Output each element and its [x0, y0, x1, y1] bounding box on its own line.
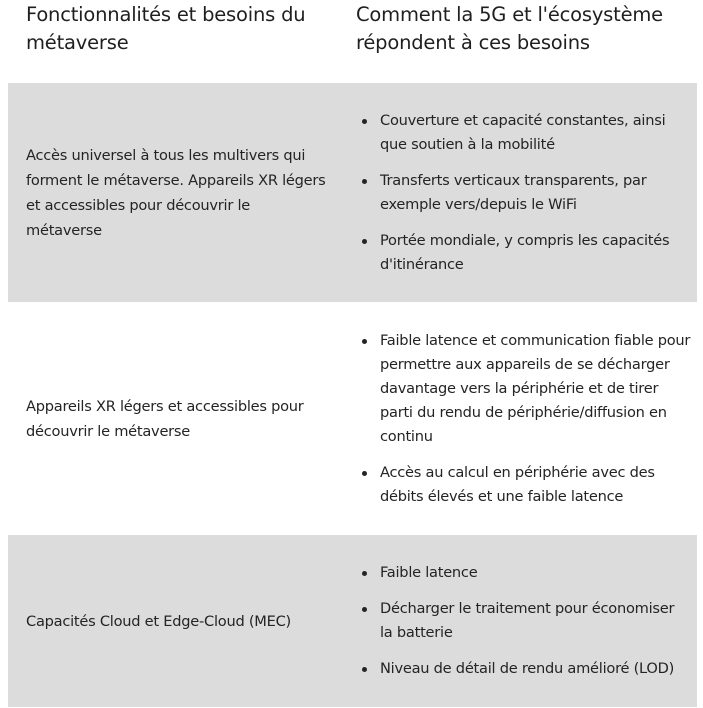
bullet-icon [362, 607, 367, 612]
answer-text: Décharger le traitement pour économiser la batterie [380, 600, 675, 641]
answer-text: Portée mondiale, y compris les capacités d'itinérance [380, 231, 670, 273]
list-item [356, 597, 691, 645]
answers-cell [356, 83, 691, 302]
answers-cell [356, 535, 691, 707]
bullet-icon [362, 667, 367, 672]
answers-list [356, 109, 691, 277]
list-item [356, 657, 691, 681]
table-row [8, 535, 697, 707]
list-item [356, 461, 691, 509]
need-text: Appareils XR légers et accessibles pour découvrir le métaverse [26, 397, 304, 440]
answers-cell [356, 302, 691, 535]
bullet-icon [362, 239, 367, 244]
answer-text: Accès au calcul en périphérie avec des débits élevés et une faible latence [380, 463, 655, 505]
answer-text: Couverture et capacité constantes, ainsi que soutien à la mobilité [380, 111, 666, 153]
list-item [356, 109, 691, 157]
bullet-icon [362, 179, 367, 184]
bullet-icon [362, 119, 367, 124]
column-header-needs: Fonctionnalités et besoins du métaverse [26, 3, 306, 54]
need-text: Capacités Cloud et Edge-Cloud (MEC) [26, 612, 291, 630]
column-header-5g-answers: Comment la 5G et l'écosystème répondent à ces besoins [356, 3, 663, 54]
answer-text: Faible latence [380, 564, 478, 581]
answer-text: Transferts verticaux transparents, par exemple vers/depuis le WiFi [380, 171, 647, 213]
bullet-icon [362, 471, 367, 476]
table-row [8, 302, 697, 535]
list-item [356, 229, 691, 277]
table-row [8, 83, 697, 302]
need-cell [26, 302, 326, 535]
need-text: Accès universel à tous les multivers qui forment le métaverse. Appareils XR légers et accessibles pour découvrir le métaverse [26, 146, 326, 239]
list-item [356, 561, 691, 585]
table-header [0, 0, 703, 83]
bullet-icon [362, 339, 367, 344]
need-cell [26, 83, 326, 302]
need-cell [26, 535, 326, 707]
list-item [356, 329, 691, 449]
bullet-icon [362, 571, 367, 576]
list-item [356, 169, 691, 217]
answer-text: Faible latence et communication fiable pour permettre aux appareils de se décharger davantage vers la périphérie et de tirer parti du rendu de périphérie/diffusion en continu [380, 331, 691, 445]
answer-text: Niveau de détail de rendu amélioré (LOD) [380, 660, 675, 677]
answers-list [356, 329, 691, 509]
answers-list [356, 561, 691, 681]
